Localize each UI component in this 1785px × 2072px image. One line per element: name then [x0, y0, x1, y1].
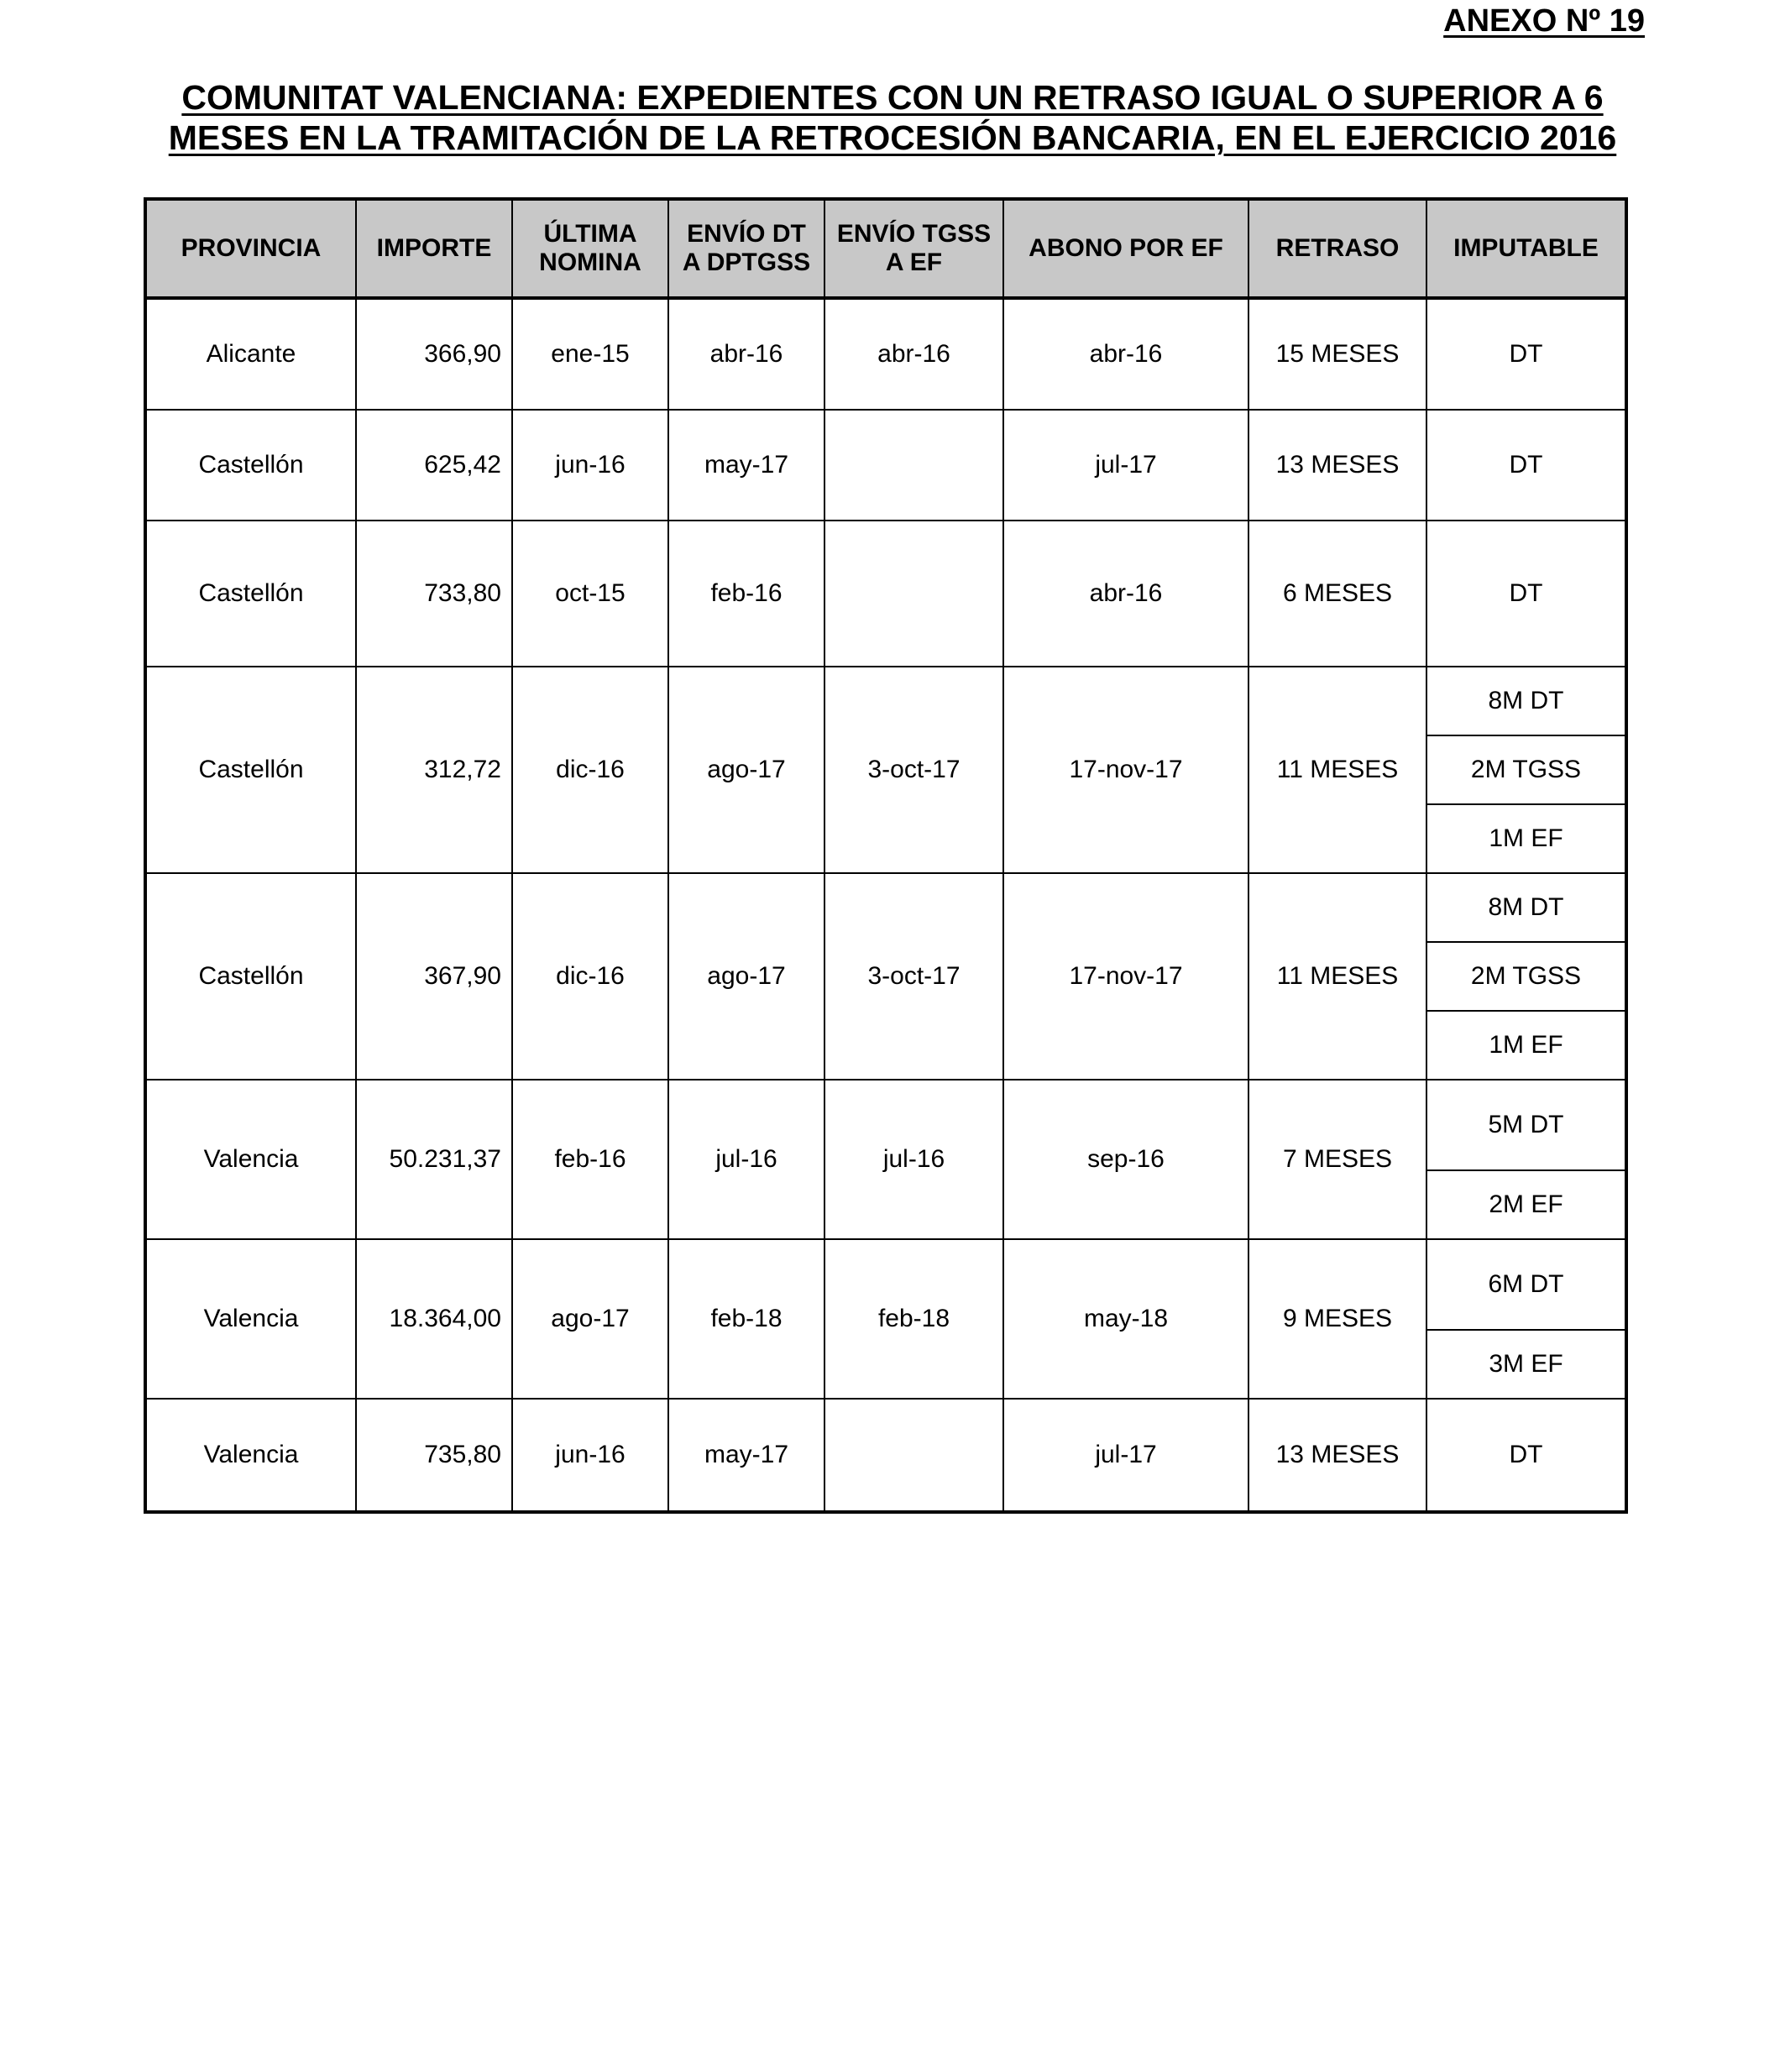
cell-envio-dt: may-17: [668, 1399, 824, 1512]
cell-retraso: 9 MESES: [1248, 1239, 1426, 1399]
cell-provincia: Valencia: [145, 1080, 356, 1239]
cell-envio-dt: ago-17: [668, 667, 824, 873]
cell-envio-dt: feb-18: [668, 1239, 824, 1399]
annex-number: ANEXO Nº 19: [1443, 3, 1645, 39]
cell-imputable: 2M TGSS: [1426, 735, 1626, 804]
cell-provincia: Valencia: [145, 1399, 356, 1512]
cell-envio-tgss: [824, 1399, 1003, 1512]
cell-retraso: 7 MESES: [1248, 1080, 1426, 1239]
cell-imputable: 8M DT: [1426, 667, 1626, 735]
cell-ultima-nomina: dic-16: [512, 667, 668, 873]
cell-abono: abr-16: [1003, 298, 1248, 410]
page-title: [0, 77, 1785, 158]
cell-imputable: 3M EF: [1426, 1330, 1626, 1399]
cell-imputable: 2M EF: [1426, 1170, 1626, 1239]
header-imputable: IMPUTABLE: [1426, 199, 1626, 298]
cell-abono: 17-nov-17: [1003, 667, 1248, 873]
header-ultima-nomina-line-2: NOMINA: [539, 249, 641, 276]
cell-abono: sep-16: [1003, 1080, 1248, 1239]
header-envio-tgss-line-1: ENVÍO TGSS: [836, 220, 992, 248]
cell-envio-tgss: jul-16: [824, 1080, 1003, 1239]
cell-envio-tgss: abr-16: [824, 298, 1003, 410]
cell-ultima-nomina: oct-15: [512, 521, 668, 667]
cell-envio-tgss: [824, 410, 1003, 521]
cell-imputable: 1M EF: [1426, 804, 1626, 873]
cell-envio-dt: feb-16: [668, 521, 824, 667]
cell-abono: jul-17: [1003, 410, 1248, 521]
cell-importe: 735,80: [356, 1399, 512, 1512]
cell-ultima-nomina: ene-15: [512, 298, 668, 410]
cell-envio-tgss: feb-18: [824, 1239, 1003, 1399]
page-title-line-2: MESES EN LA TRAMITACIÓN DE LA RETROCESIÓN BANCARIA, EN EL EJERCICIO 2016: [168, 118, 1617, 157]
header-ultima-nomina: [512, 199, 668, 298]
cell-imputable: 2M TGSS: [1426, 942, 1626, 1011]
cell-abono: 17-nov-17: [1003, 873, 1248, 1080]
cell-envio-tgss: [824, 521, 1003, 667]
cell-importe: 366,90: [356, 298, 512, 410]
cell-importe: 367,90: [356, 873, 512, 1080]
header-envio-dt-line-2: A DPTGSS: [682, 249, 811, 276]
header-envio-tgss-line-2: A EF: [885, 249, 943, 276]
cell-abono: may-18: [1003, 1239, 1248, 1399]
table-header-row: [145, 199, 1626, 298]
cell-envio-tgss: 3-oct-17: [824, 667, 1003, 873]
page-title-line-1: COMUNITAT VALENCIANA: EXPEDIENTES CON UN RETRASO IGUAL O SUPERIOR A 6: [181, 78, 1604, 117]
header-retraso: RETRASO: [1248, 199, 1426, 298]
cell-importe: 733,80: [356, 521, 512, 667]
table-row: [145, 667, 1626, 735]
cell-envio-dt: jul-16: [668, 1080, 824, 1239]
cell-importe: 625,42: [356, 410, 512, 521]
cell-importe: 50.231,37: [356, 1080, 512, 1239]
table-row: [145, 1399, 1626, 1512]
header-envio-dt-line-1: ENVÍO DT: [687, 220, 806, 248]
table-row: [145, 298, 1626, 410]
cell-imputable: 1M EF: [1426, 1011, 1626, 1080]
cell-abono: jul-17: [1003, 1399, 1248, 1512]
header-envio-dt: [668, 199, 824, 298]
table-row: [145, 1080, 1626, 1170]
cell-imputable: DT: [1426, 521, 1626, 667]
cell-provincia: Castellón: [145, 521, 356, 667]
cell-imputable: DT: [1426, 1399, 1626, 1512]
header-provincia: PROVINCIA: [145, 199, 356, 298]
cell-importe: 18.364,00: [356, 1239, 512, 1399]
cell-imputable: 5M DT: [1426, 1080, 1626, 1170]
cell-imputable: 8M DT: [1426, 873, 1626, 942]
cell-imputable: DT: [1426, 298, 1626, 410]
header-ultima-nomina-line-1: ÚLTIMA: [543, 220, 637, 248]
cell-envio-tgss: 3-oct-17: [824, 873, 1003, 1080]
header-envio-tgss: [824, 199, 1003, 298]
cell-ultima-nomina: dic-16: [512, 873, 668, 1080]
cell-retraso: 13 MESES: [1248, 410, 1426, 521]
cell-provincia: Castellón: [145, 667, 356, 873]
cell-envio-dt: ago-17: [668, 873, 824, 1080]
cell-ultima-nomina: feb-16: [512, 1080, 668, 1239]
header-abono: ABONO POR EF: [1003, 199, 1248, 298]
cell-imputable: 6M DT: [1426, 1239, 1626, 1330]
cell-abono: abr-16: [1003, 521, 1248, 667]
cell-importe: 312,72: [356, 667, 512, 873]
cell-ultima-nomina: jun-16: [512, 410, 668, 521]
cell-retraso: 6 MESES: [1248, 521, 1426, 667]
cell-provincia: Alicante: [145, 298, 356, 410]
header-importe: IMPORTE: [356, 199, 512, 298]
cell-imputable: DT: [1426, 410, 1626, 521]
table-row: [145, 410, 1626, 521]
cell-ultima-nomina: jun-16: [512, 1399, 668, 1512]
cell-provincia: Valencia: [145, 1239, 356, 1399]
cell-retraso: 15 MESES: [1248, 298, 1426, 410]
cell-retraso: 11 MESES: [1248, 873, 1426, 1080]
cell-retraso: 11 MESES: [1248, 667, 1426, 873]
table-row: [145, 1239, 1626, 1330]
cell-envio-dt: may-17: [668, 410, 824, 521]
table-row: [145, 873, 1626, 942]
cell-provincia: Castellón: [145, 873, 356, 1080]
cell-retraso: 13 MESES: [1248, 1399, 1426, 1512]
cell-ultima-nomina: ago-17: [512, 1239, 668, 1399]
cell-provincia: Castellón: [145, 410, 356, 521]
cell-envio-dt: abr-16: [668, 298, 824, 410]
table-row: [145, 521, 1626, 667]
expedientes-table: [144, 197, 1628, 1514]
